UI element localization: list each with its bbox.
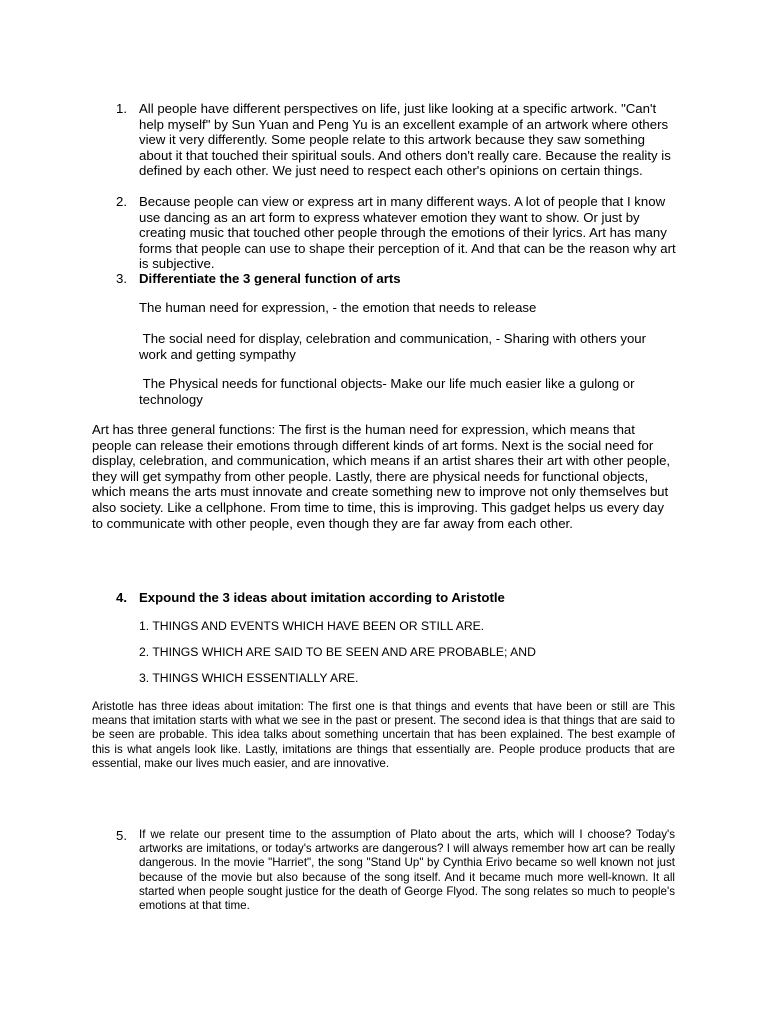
item-2-number: 2.: [116, 194, 127, 209]
idea-2: 2. THINGS WHICH ARE SAID TO BE SEEN AND ARE PROBABLE; AND: [139, 645, 536, 659]
item-1-text: All people have different perspectives on life, just like looking at a specific artwork. "Can't help myself" by Sun Yuan and Peng Yu is an excellent example of an artwork where others view it very differently. Some people relate to this artwork because they saw something about it that touched their spiritual souls. And others don't really care. Because the reality is defined by each other. We just need to respect each other's opinions on certain things.: [139, 101, 671, 179]
item-5-text: If we relate our present time to the assumption of Plato about the arts, which will I choose? Today's artworks are imitations, or today's artworks are dangerous? I will always remember how art can be really dangerous. In the movie "Harriet", the song "Stand Up" by Cynthia Erivo became so well known not just because of the movie but also because of the song itself. And it became much more well-known. It all started when people sought justice for the death of George Flyod. The song relates so much to people's emotions at that time.: [139, 828, 675, 913]
item-4-heading: Expound the 3 ideas about imitation according to Aristotle: [139, 590, 505, 605]
function-3: The Physical needs for functional objects- Make our life much easier like a gulong or technology: [139, 376, 639, 407]
item-5-number: 5.: [116, 828, 127, 843]
idea-3: 3. THINGS WHICH ESSENTIALLY ARE.: [139, 671, 359, 685]
functions-paragraph: Art has three general functions: The first is the human need for expression, which means that people can release their emotions through different kinds of art forms. Next is the social need for display, celebration, and communication, which means if an artist shares their art with other people, they will get sympathy from other people. Lastly, there are physical needs for functional objects, which means the arts must innovate and create something new to improve not only themselves but also society. Like a cellphone. From time to time, this is improving. This gadget helps us every day to communicate with other people, even though they are far away from each other.: [92, 422, 671, 531]
function-2: The social need for display, celebration and communication, - Sharing with others your work and getting sympathy: [139, 331, 650, 362]
item-2-text: Because people can view or express art in many different ways. A lot of people that I know use dancing as an art form to express whatever emotion they want to show. Or just by creating music that touched other people through the emotions of their lyrics. Art has many forms that people can use to shape their perception of it. And that can be the reason why art is subjective.: [139, 194, 676, 272]
item-3-number: 3.: [116, 271, 127, 286]
item-1-number: 1.: [116, 101, 127, 116]
imitation-paragraph: Aristotle has three ideas about imitation: The first one is that things and events that have been or still are This means that imitation starts with what we see in the past or present. The second idea is that things that are said to be seen are probable. This idea talks about something uncertain that has been explained. The best example of this is what angels look like. Lastly, imitations are things that essentially are. People produce products that are essential, make our lives much easier, and are innovative.: [92, 700, 675, 770]
function-1: The human need for expression, - the emotion that needs to release: [139, 300, 537, 315]
idea-1: 1. THINGS AND EVENTS WHICH HAVE BEEN OR STILL ARE.: [139, 619, 485, 633]
item-3-heading: Differentiate the 3 general function of arts: [139, 271, 401, 286]
item-4-number: 4.: [116, 590, 127, 605]
